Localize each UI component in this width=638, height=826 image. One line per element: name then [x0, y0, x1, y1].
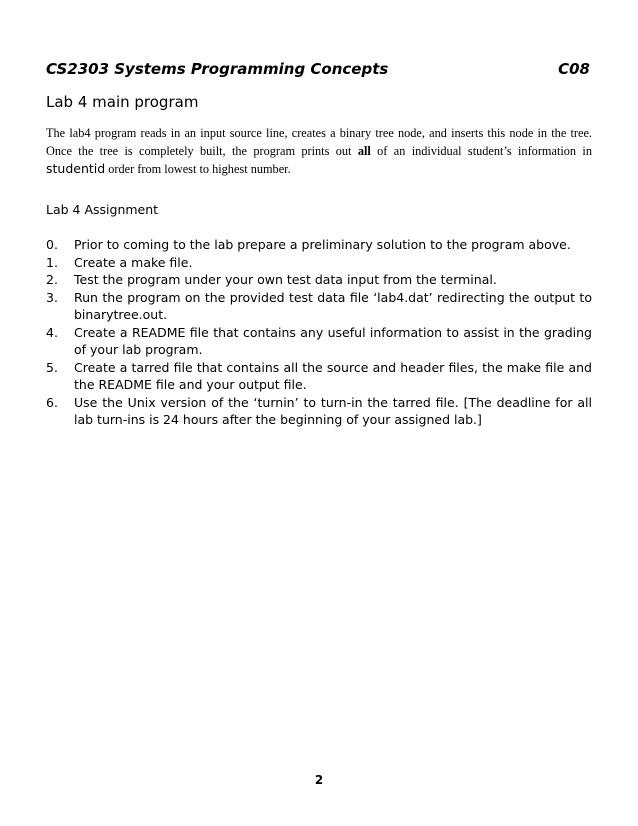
item-text: Create a make file. [74, 254, 193, 270]
list-item [46, 254, 592, 272]
item-number: 4. [46, 324, 58, 340]
assignment-list [46, 236, 592, 429]
page-header [46, 60, 590, 78]
item-text: Prior to coming to the lab prepare a preliminary solution to the program above. [74, 237, 571, 252]
list-item [46, 359, 592, 394]
item-number: 5. [46, 359, 58, 375]
intro-text-3: order from lowest to highest number. [105, 162, 291, 176]
section-code: C08 [558, 60, 590, 78]
list-item [46, 324, 592, 359]
assignment-heading: Lab 4 Assignment [46, 202, 159, 217]
item-text: Use the Unix version of the ‘turnin’ to turn-in the tarred file. [The deadline for all lab turn-ins is 24 hours after the beginning of your assigned lab.] [74, 394, 592, 427]
intro-paragraph [46, 125, 592, 179]
item-number: 6. [46, 394, 58, 410]
course-title: CS2303 Systems Programming Concepts [46, 60, 389, 78]
item-number: 3. [46, 289, 58, 305]
item-text: Create a README file that contains any useful information to assist in the grading of your lab program. [74, 324, 592, 357]
item-text: Run the program on the provided test data file ‘lab4.dat’ redirecting the output to binarytree.out. [74, 289, 592, 322]
intro-keyword: studentid [46, 161, 106, 176]
list-item [46, 394, 592, 429]
intro-text-1: The lab4 program reads in an input source line, creates a binary tree node, and inserts this node in the tree. Once the tree is completely built, the program prints out [46, 126, 592, 158]
item-number: 2. [46, 272, 58, 287]
lab-subtitle: Lab 4 main program [46, 93, 199, 111]
list-item [46, 289, 592, 324]
item-number: 0. [46, 237, 58, 252]
item-text: Create a tarred file that contains all the source and header files, the make file and the README file and your output file. [74, 359, 592, 392]
page-number: 2 [314, 773, 324, 787]
item-number: 1. [46, 254, 58, 270]
list-item [46, 236, 592, 254]
intro-bold-word: all [357, 143, 371, 158]
intro-text-2: of an individual student’s information in [370, 143, 592, 158]
list-item [46, 271, 592, 289]
item-text: Test the program under your own test data input from the terminal. [74, 272, 497, 287]
